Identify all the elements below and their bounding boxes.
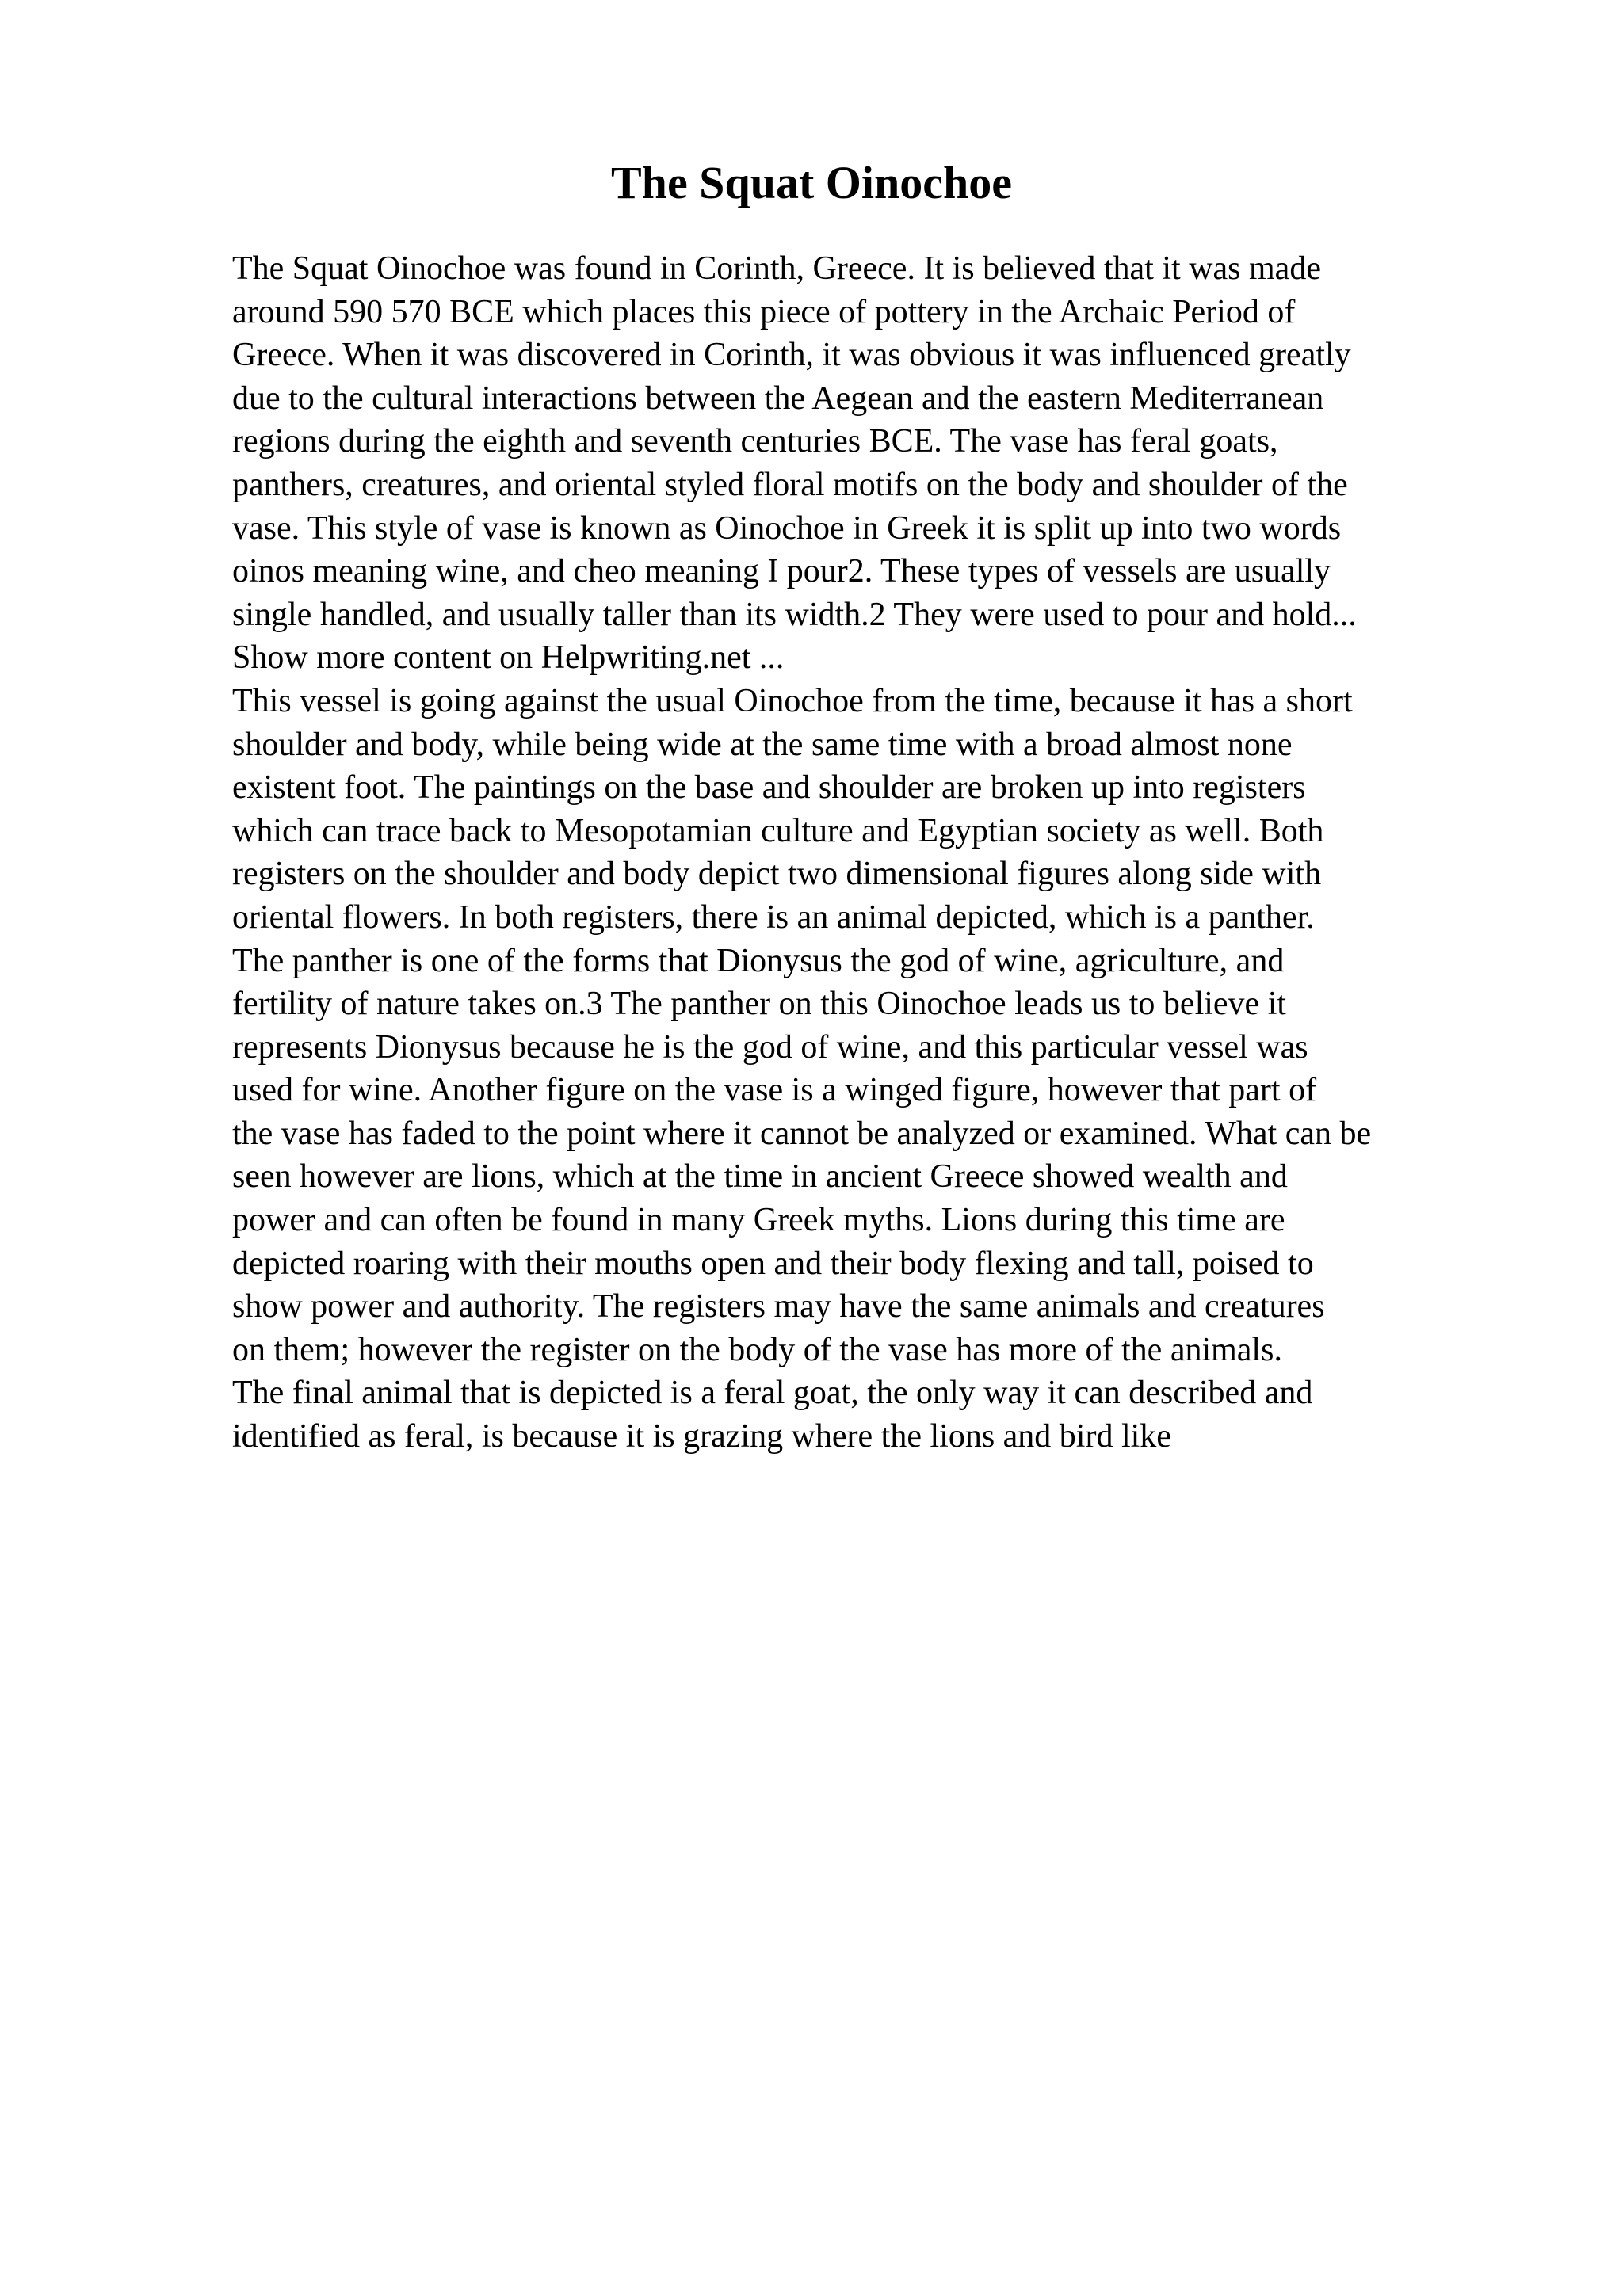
text-line: due to the cultural interactions between the Aegean and the eastern Mediterranean xyxy=(232,379,1324,417)
text-line: the vase has faded to the point where it cannot be analyzed or examined. What can be xyxy=(232,1115,1372,1152)
text-line: existent foot. The paintings on the base and shoulder are broken up into registers xyxy=(232,769,1306,807)
document-title: The Squat Oinochoe xyxy=(611,157,1012,208)
document-body xyxy=(232,247,1532,1459)
text-line: The panther is one of the forms that Dionysus the god of wine, agriculture, and xyxy=(232,942,1285,979)
text-line: panthers, creatures, and oriental styled floral motifs on the body and shoulder of the xyxy=(232,466,1348,503)
text-line: power and can often be found in many Greek myths. Lions during this time are xyxy=(232,1202,1285,1239)
text-line: show power and authority. The registers may have the same animals and creatures xyxy=(232,1288,1325,1325)
text-line: around 590 570 BCE which places this piece of pottery in the Archaic Period of xyxy=(232,293,1296,330)
text-line: shoulder and body, while being wide at the same time with a broad almost none xyxy=(232,726,1293,763)
text-line: seen however are lions, which at the time in ancient Greece showed wealth and xyxy=(232,1158,1288,1196)
text-line: The Squat Oinochoe was found in Corinth, Greece. It is believed that it was made xyxy=(232,250,1321,287)
text-line: Show more content on Helpwriting.net ... xyxy=(232,639,785,677)
text-line: Greece. When it was discovered in Corinth, it was obvious it was influenced greatly xyxy=(232,337,1351,374)
text-line: vase. This style of vase is known as Oinochoe in Greek it is split up into two words xyxy=(232,509,1342,547)
text-line: used for wine. Another figure on the vase is a winged figure, however that part of xyxy=(232,1072,1317,1109)
text-line: fertility of nature takes on.3 The panther on this Oinochoe leads us to believe it xyxy=(232,986,1287,1023)
text-line: identified as feral, is because it is grazing where the lions and bird like xyxy=(232,1418,1171,1455)
text-line: registers on the shoulder and body depict two dimensional figures along side with xyxy=(232,856,1322,893)
text-line: single handled, and usually taller than its width.2 They were used to pour and hold... xyxy=(232,596,1357,633)
text-line: oinos meaning wine, and cheo meaning I pour2. These types of vessels are usually xyxy=(232,553,1331,590)
text-line: oriental flowers. In both registers, there is an animal depicted, which is a panther. xyxy=(232,898,1315,936)
text-line: The final animal that is depicted is a feral goat, the only way it can described and xyxy=(232,1375,1313,1412)
text-line: depicted roaring with their mouths open and their body flexing and tall, poised to xyxy=(232,1245,1314,1282)
text-line: which can trace back to Mesopotamian culture and Egyptian society as well. Both xyxy=(232,812,1324,849)
text-line: on them; however the register on the body of the vase has more of the animals. xyxy=(232,1331,1282,1368)
text-line: regions during the eighth and seventh centuries BCE. The vase has feral goats, xyxy=(232,423,1278,460)
text-line: This vessel is going against the usual Oinochoe from the time, because it has a short xyxy=(232,682,1353,719)
text-line: represents Dionysus because he is the god of wine, and this particular vessel was xyxy=(232,1028,1308,1066)
